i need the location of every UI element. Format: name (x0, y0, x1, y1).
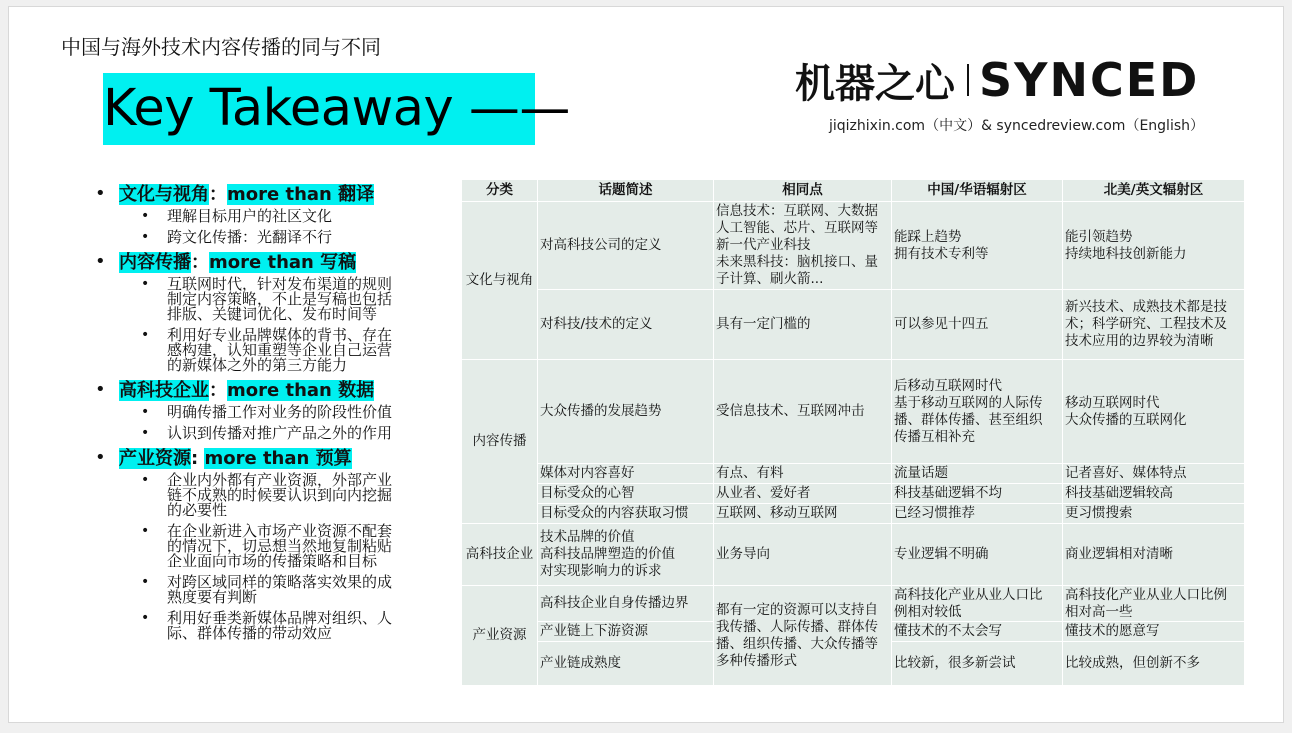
sub-bullet (119, 611, 439, 641)
cell-line: 基于移动互联网的人际传 (894, 394, 1043, 411)
topic-cell: 对科技/技术的定义 (538, 290, 714, 360)
cell-line: 例相对较低 (894, 603, 962, 620)
bullet-dot: • (95, 251, 106, 272)
bullet-heading (119, 251, 439, 275)
sub-bullet-text: 利用好专业品牌媒体的背书、存在 (167, 326, 393, 344)
sub-bullet-text: 企业面向市场的传播策略和目标 (167, 552, 378, 570)
cell-line: 新一代产业科技 (716, 237, 811, 253)
sub-bullet-dot: • (141, 472, 150, 488)
sub-bullet-text: 利用好垂类新媒体品牌对组织、人 (167, 609, 393, 627)
bullet-section (89, 183, 439, 245)
sub-bullet (119, 405, 439, 420)
cell-line: 能引领趋势 (1065, 228, 1133, 245)
sub-bullet-dot: • (141, 574, 150, 590)
na-cell (1063, 202, 1245, 290)
topic-cell: 高科技企业自身传播边界 (538, 586, 714, 622)
china-cell (892, 360, 1063, 464)
cell-line: 大众传播的互联网化 (1065, 411, 1187, 428)
china-cell: 懂技术的不太会写 (892, 622, 1063, 642)
slide-title: 中国与海外技术内容传播的同与不同 (61, 35, 381, 59)
na-cell: 比较成熟，但创新不多 (1063, 642, 1245, 686)
bullet-heading-emphasis: more than 数据 (227, 380, 375, 401)
bullet-heading (119, 183, 439, 207)
sub-bullet-text: 企业内外都有产业资源，外部产业 (167, 471, 393, 489)
table-row (462, 360, 1245, 464)
header-category: 分类 (462, 180, 538, 202)
common-cell: 从业者、爱好者 (714, 484, 892, 504)
cell-line: 播、群体传播、甚至组织 (894, 411, 1043, 428)
logo-english-text: SYNCED (979, 53, 1200, 107)
category-cell: 产业资源 (462, 586, 538, 686)
topic-cell: 目标受众的内容获取习惯 (538, 504, 714, 524)
cell-line: 子计算、刷火箭... (716, 271, 824, 287)
topic-cell (538, 524, 714, 586)
cell-line: 都有一定的资源可以支持自 (716, 601, 878, 618)
table-row (462, 586, 1245, 622)
cell-line: 高科技化产业从业人口比例 (1065, 586, 1227, 603)
sub-bullet (119, 230, 439, 245)
bullet-section (89, 251, 439, 373)
cell-line: 多种传播形式 (716, 652, 797, 669)
cell-line: 人工智能、芯片、互联网等 (716, 220, 878, 236)
cell-line: 传播互相补充 (894, 428, 975, 445)
common-cell: 有点、有料 (714, 464, 892, 484)
sub-bullet-text: 理解目标用户的社区文化 (167, 207, 333, 225)
category-cell: 文化与视角 (462, 202, 538, 360)
topic-cell: 大众传播的发展趋势 (538, 360, 714, 464)
sub-bullet-text: 互联网时代，针对发布渠道的规则 (167, 275, 393, 293)
sub-bullet-text: 跨文化传播：光翻译不行 (167, 228, 333, 246)
cell-line: 受信息技术、互联网冲击 (716, 403, 865, 419)
china-cell: 比较新，很多新尝试 (892, 642, 1063, 686)
logo-website-caption: jiqizhixin.com（中文）& syncedreview.com（English） (829, 118, 1204, 134)
bullet-dot: • (95, 183, 106, 204)
bullet-dot: • (95, 447, 106, 468)
table-row (462, 524, 1245, 586)
common-cell (714, 586, 892, 686)
category-cell: 内容传播 (462, 360, 538, 524)
na-cell (1063, 360, 1245, 464)
cell-line: 未来黑科技：脑机接口、量 (716, 254, 878, 270)
na-cell: 更习惯搜索 (1063, 504, 1245, 524)
cell-line: 技术应用的边界较为清晰 (1065, 333, 1214, 349)
table-header-row (462, 180, 1245, 202)
cell-line: 播、组织传播、大众传播等 (716, 635, 878, 652)
sub-bullet-dot: • (141, 208, 150, 224)
cell-line: 相对高一些 (1065, 603, 1133, 620)
logo-chinese-text: 机器之心 (795, 60, 955, 107)
sub-bullet-dot: • (141, 229, 150, 245)
topic-cell: 媒体对内容喜好 (538, 464, 714, 484)
cell-line: 可以参见十四五 (894, 316, 989, 332)
sub-bullet-text: 的必要性 (167, 501, 228, 519)
table-row (462, 202, 1245, 290)
topic-cell: 产业链上下游资源 (538, 622, 714, 642)
common-cell: 互联网、移动互联网 (714, 504, 892, 524)
cell-line: 拥有技术专利等 (894, 245, 989, 262)
cell-line: 术；科学研究、工程技术及 (1065, 316, 1227, 332)
bullet-heading-emphasis: more than 预算 (204, 448, 352, 469)
cell-line: 我传播、人际传播、群体传 (716, 618, 878, 635)
sub-bullet-text: 的情况下，切忌想当然地复制粘贴 (167, 537, 393, 555)
sub-bullet-text: 的新媒体之外的第三方能力 (167, 356, 348, 374)
key-takeaway-banner (103, 73, 570, 145)
sub-bullet-dot: • (141, 327, 150, 343)
sub-bullet (119, 473, 439, 518)
sub-bullet-text: 明确传播工作对业务的阶段性价值 (167, 403, 393, 421)
cell-line: 具有一定门槛的 (716, 316, 811, 332)
key-takeaway-heading: Key Takeaway —— (103, 79, 570, 138)
bullet-heading (119, 447, 439, 471)
header-common: 相同点 (714, 180, 892, 202)
cell-line: 能踩上趋势 (894, 228, 962, 245)
cell-line: 高科技品牌塑造的价值 (540, 546, 675, 562)
bullet-heading (119, 379, 439, 403)
na-cell: 懂技术的愿意写 (1063, 622, 1245, 642)
bullet-heading-separator: ： (191, 252, 209, 273)
header-topic: 话题简述 (538, 180, 714, 202)
sub-bullet (119, 575, 439, 605)
china-cell (892, 202, 1063, 290)
cell-line: 信息技术：互联网、大数据 (716, 203, 878, 219)
china-cell: 专业逻辑不明确 (892, 524, 1063, 586)
cell-line: 持续地科技创新能力 (1065, 245, 1187, 262)
slide (8, 6, 1284, 723)
sub-bullet (119, 426, 439, 441)
bullet-section (89, 379, 439, 441)
bullet-dot: • (95, 379, 106, 400)
bullet-heading-topic: 文化与视角 (119, 184, 209, 205)
na-cell (1063, 586, 1245, 622)
cell-line: 后移动互联网时代 (894, 377, 1002, 394)
bullet-heading-emphasis: more than 写稿 (209, 252, 357, 273)
logo-divider (967, 64, 969, 96)
sub-bullet (119, 209, 439, 224)
bullet-heading-emphasis: more than 翻译 (227, 184, 375, 205)
na-cell (1063, 290, 1245, 360)
synced-logo (795, 55, 1239, 135)
topic-cell: 对高科技公司的定义 (538, 202, 714, 290)
common-cell: 业务导向 (714, 524, 892, 586)
bullet-heading-separator: ： (209, 380, 227, 401)
sub-bullet (119, 277, 439, 322)
cell-line: 移动互联网时代 (1065, 394, 1160, 411)
sub-bullet-dot: • (141, 610, 150, 626)
cell-line: 新兴技术、成熟技术都是技 (1065, 299, 1227, 315)
sub-bullet-text: 际、群体传播的带动效应 (167, 624, 333, 642)
cell-line: 对实现影响力的诉求 (540, 563, 662, 579)
takeaway-bullet-list (89, 179, 439, 647)
china-cell: 已经习惯推荐 (892, 504, 1063, 524)
china-cell: 流量话题 (892, 464, 1063, 484)
sub-bullet-dot: • (141, 523, 150, 539)
bullet-heading-separator: : (191, 448, 205, 469)
table-row (462, 290, 1245, 360)
sub-bullet (119, 328, 439, 373)
header-na-region: 北美/英文辐射区 (1063, 180, 1245, 202)
sub-bullet-text: 认识到传播对推广产品之外的作用 (167, 424, 393, 442)
sub-bullet-dot: • (141, 276, 150, 292)
common-cell (714, 202, 892, 290)
category-cell: 高科技企业 (462, 524, 538, 586)
common-cell (714, 360, 892, 464)
table-row (462, 484, 1245, 504)
sub-bullet-text: 在企业新进入市场产业资源不配套 (167, 522, 393, 540)
bullet-heading-topic: 内容传播 (119, 252, 191, 273)
sub-bullet-text: 制定内容策略，不止是写稿也包括 (167, 290, 393, 308)
sub-bullet-text: 熟度要有判断 (167, 588, 258, 606)
na-cell: 记者喜好、媒体特点 (1063, 464, 1245, 484)
common-cell (714, 290, 892, 360)
na-cell: 商业逻辑相对清晰 (1063, 524, 1245, 586)
bullet-heading-separator: ： (209, 184, 227, 205)
sub-bullet-text: 感构建，认知重塑等企业自己运营 (167, 341, 393, 359)
cell-line: 技术品牌的价值 (540, 529, 635, 545)
china-cell (892, 586, 1063, 622)
sub-bullet-dot: • (141, 404, 150, 420)
topic-cell: 产业链成熟度 (538, 642, 714, 686)
na-cell: 科技基础逻辑较高 (1063, 484, 1245, 504)
sub-bullet-text: 排版、关键词优化、发布时间等 (167, 305, 378, 323)
header-china-region: 中国/华语辐射区 (892, 180, 1063, 202)
china-cell: 科技基础逻辑不均 (892, 484, 1063, 504)
bullet-heading-topic: 高科技企业 (119, 380, 209, 401)
comparison-table (461, 179, 1245, 686)
topic-cell: 目标受众的心智 (538, 484, 714, 504)
sub-bullet-text: 链不成熟的时候要认识到向内挖掘 (167, 486, 393, 504)
bullet-heading-topic: 产业资源 (119, 448, 191, 469)
sub-bullet-dot: • (141, 425, 150, 441)
cell-line: 高科技化产业从业人口比 (894, 586, 1043, 603)
table-row (462, 464, 1245, 484)
table-row (462, 504, 1245, 524)
sub-bullet-text: 对跨区域同样的策略落实效果的成 (167, 573, 393, 591)
sub-bullet (119, 524, 439, 569)
bullet-section (89, 447, 439, 641)
china-cell (892, 290, 1063, 360)
